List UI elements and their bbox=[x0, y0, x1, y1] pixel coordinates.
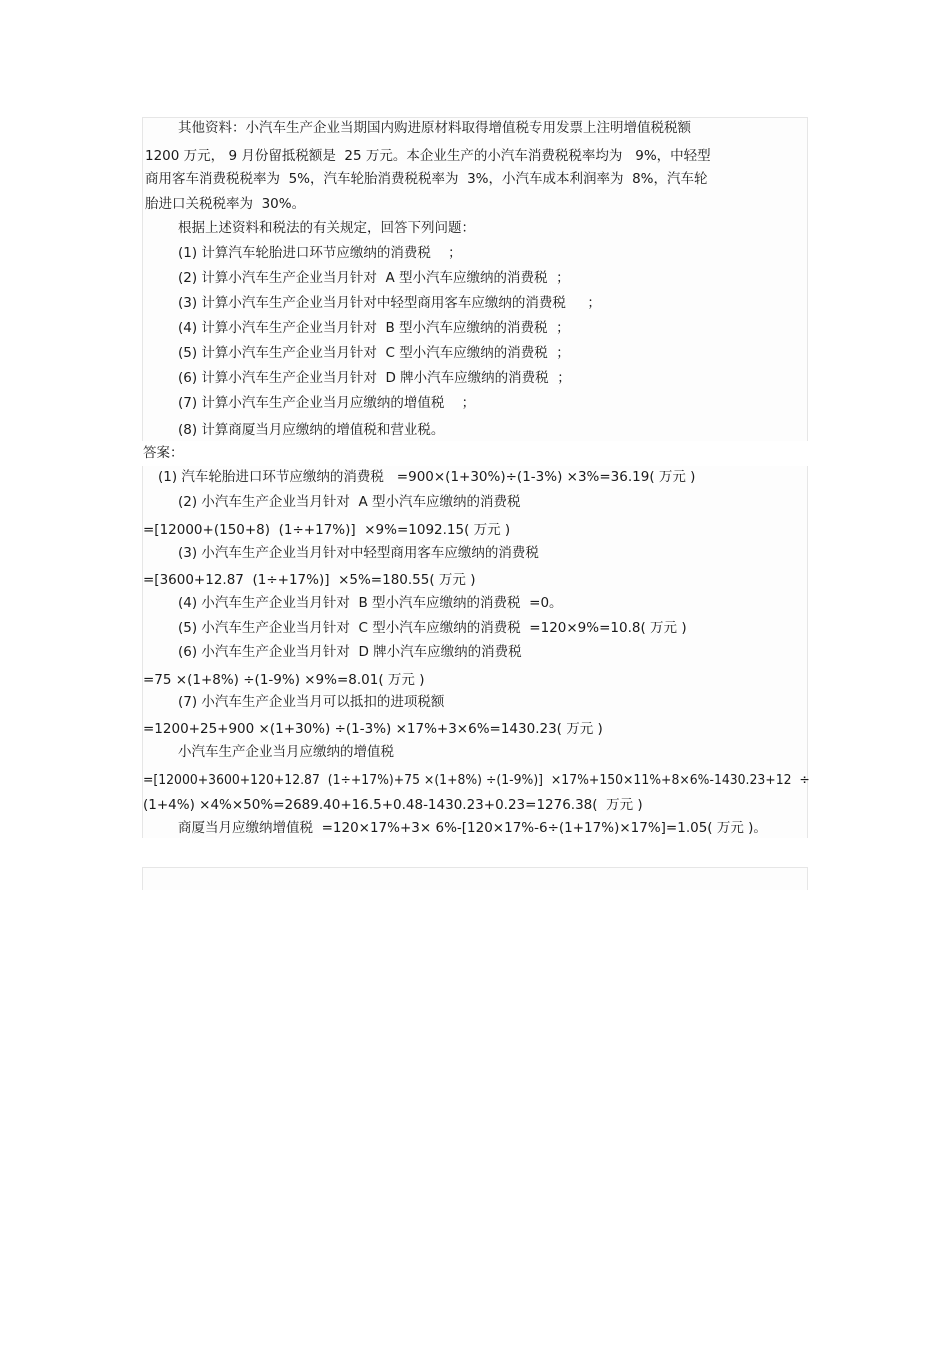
intro-line-2: 1200 万元， 9 月份留抵税额是 25 万元。本企业生产的小汽车消费税税率均为 9%，中轻型 bbox=[145, 148, 711, 164]
question-item: (3) 计算小汽车生产企业当月针对中轻型商用客车应缴纳的消费税 ； bbox=[178, 295, 601, 311]
answer-line: (7) 小汽车生产企业当月可以抵扣的进项税额 bbox=[178, 694, 445, 710]
intro-line-1: 其他资料：小汽车生产企业当期国内购进原材料取得增值税专用发票上注明增值税税额 bbox=[178, 120, 691, 136]
answer-line: (1+4%) ×4%×50%=2689.40+16.5+0.48-1430.23+0.23=1276.38( 万元 ) bbox=[143, 797, 643, 813]
question-item: (2) 计算小汽车生产企业当月针对 A 型小汽车应缴纳的消费税 ； bbox=[178, 270, 570, 286]
answer-line: 小汽车生产企业当月应缴纳的增值税 bbox=[178, 744, 394, 760]
answer-line: (6) 小汽车生产企业当月针对 D 牌小汽车应缴纳的消费税 bbox=[178, 644, 522, 660]
question-item: (7) 计算小汽车生产企业当月应缴纳的增值税 ； bbox=[178, 395, 476, 411]
answer-line: =[12000+3600+120+12.87 (1÷+17%)+75 ×(1+8%) ÷(1-9%)] ×17%+150×11%+8×6%-1430.23+12 ÷ bbox=[143, 772, 810, 788]
answer-line: 商厦当月应缴纳增值税 =120×17%+3× 6%-[120×17%-6÷(1+17%)×17%]=1.05( 万元 )。 bbox=[178, 820, 767, 836]
answer-line: (1) 汽车轮胎进口环节应缴纳的消费税 =900×(1+30%)÷(1-3%) ×3%=36.19( 万元 ) bbox=[158, 469, 696, 485]
empty-panel bbox=[142, 867, 808, 890]
question-item: (5) 计算小汽车生产企业当月针对 C 型小汽车应缴纳的消费税 ； bbox=[178, 345, 570, 361]
answer-line: (4) 小汽车生产企业当月针对 B 型小汽车应缴纳的消费税 =0。 bbox=[178, 595, 563, 611]
answer-line: =[3600+12.87 (1÷+17%)] ×5%=180.55( 万元 ) bbox=[143, 572, 476, 588]
answer-line: (5) 小汽车生产企业当月针对 C 型小汽车应缴纳的消费税 =120×9%=10.8( 万元 ) bbox=[178, 620, 687, 636]
answer-line: =[12000+(150+8) (1÷+17%)] ×9%=1092.15( 万元 ) bbox=[143, 522, 511, 538]
answer-line: (2) 小汽车生产企业当月针对 A 型小汽车应缴纳的消费税 bbox=[178, 494, 521, 510]
answer-line: =1200+25+900 ×(1+30%) ÷(1-3%) ×17%+3×6%=1430.23( 万元 ) bbox=[143, 721, 603, 737]
answer-label: 答案： bbox=[143, 445, 184, 461]
question-prompt: 根据上述资料和税法的有关规定，回答下列问题： bbox=[178, 220, 475, 236]
question-item: (1) 计算汽车轮胎进口环节应缴纳的消费税 ； bbox=[178, 245, 462, 261]
answer-line: (3) 小汽车生产企业当月针对中轻型商用客车应缴纳的消费税 bbox=[178, 545, 539, 561]
intro-line-4: 胎进口关税税率为 30%。 bbox=[145, 196, 306, 212]
intro-line-3: 商用客车消费税税率为 5%，汽车轮胎消费税税率为 3%，小汽车成本利润率为 8%，汽车轮 bbox=[145, 171, 708, 187]
question-item: (4) 计算小汽车生产企业当月针对 B 型小汽车应缴纳的消费税 ； bbox=[178, 320, 570, 336]
answer-line: =75 ×(1+8%) ÷(1-9%) ×9%=8.01( 万元 ) bbox=[143, 672, 425, 688]
question-item: (6) 计算小汽车生产企业当月针对 D 牌小汽车应缴纳的消费税 ； bbox=[178, 370, 571, 386]
question-item: (8) 计算商厦当月应缴纳的增值税和营业税。 bbox=[178, 422, 445, 438]
